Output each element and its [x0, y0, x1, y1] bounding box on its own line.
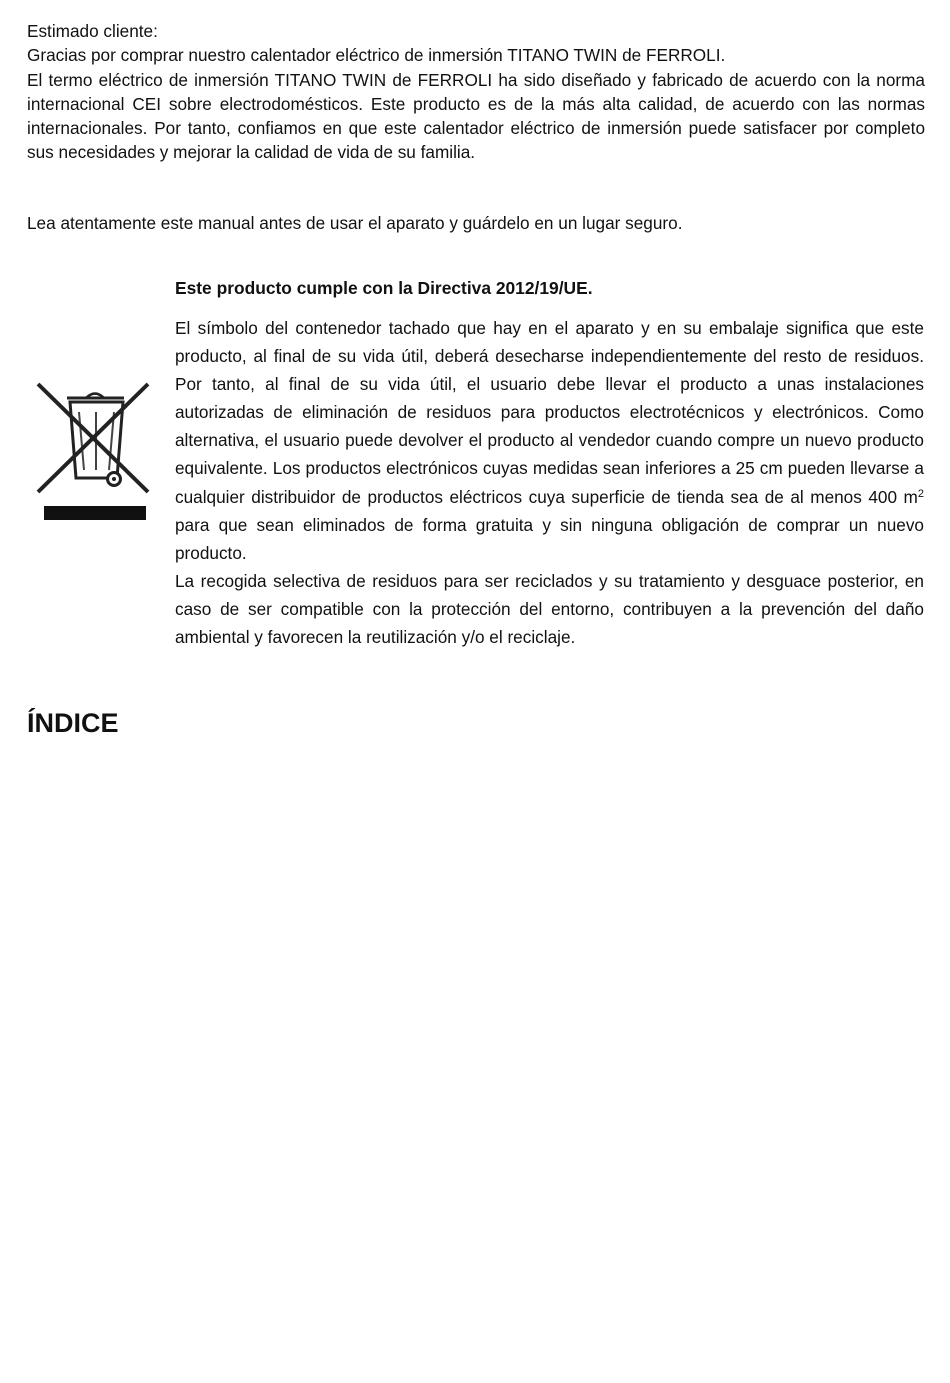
weee-paragraph-disposal-end: para que sean eliminados de forma gratuita y sin ninguna obligación de comprar un nuevo producto. [175, 514, 924, 563]
weee-paragraph-disposal-start: El símbolo del contenedor tachado que hay en el aparato y en su embalaje significa que este producto, al final de su vida útil, deberá desecharse independientemente del resto de residuos. Por tanto, al final de su vida útil, el usuario debe llevar el producto a unas instalaciones autorizadas de eliminación de residuos para productos electrotécnicos y electrónicos. Como alternativa, el usuario puede devolver el producto al vendedor cuando compre un nuevo producto equivalente. Los productos electrónicos cuyas medidas sean inferiores a 25 cm pueden llevarse a cualquier distribuidor de productos eléctricos cuya superficie de tienda sea de al menos 400 m [175, 318, 924, 507]
square-unit-superscript: 2 [917, 487, 924, 500]
weee-paragraph-recycling: La recogida selectiva de residuos para ser reciclados y su tratamiento y desguace posterior, en caso de ser compatible con la protección del entorno, contribuyen a la prevención del daño ambiental y favorecen la reutilización y/o el reciclaje. [175, 570, 924, 648]
weee-paragraph-disposal [175, 314, 924, 567]
product-description: El termo eléctrico de inmersión TITANO TWIN de FERROLI ha sido diseñado y fabricado de acuerdo con la norma internacional CEI sobre electrodomésticos. Este producto es de la más alta calidad, de acuerdo con las normas internacionales. Por tanto, confiamos en que este calentador eléctrico de inmersión puede satisfacer por completo sus necesidades y mejorar la calidad de vida de su familia. [27, 69, 925, 163]
weee-directive-section [175, 276, 924, 651]
read-manual-note: Lea atentamente este manual antes de usar el aparato y guárdelo en un lugar seguro. [27, 213, 683, 233]
directive-title: Este producto cumple con la Directiva 2012/19/UE. [175, 278, 593, 298]
index-heading: ÍNDICE [27, 708, 119, 738]
greeting-text: Estimado cliente: [27, 21, 158, 41]
intro-section [27, 19, 925, 165]
thanks-text: Gracias por comprar nuestro calentador eléctrico de inmersión TITANO TWIN de FERROLI. [27, 45, 726, 66]
crossed-out-wheelie-bin-icon [32, 376, 154, 524]
